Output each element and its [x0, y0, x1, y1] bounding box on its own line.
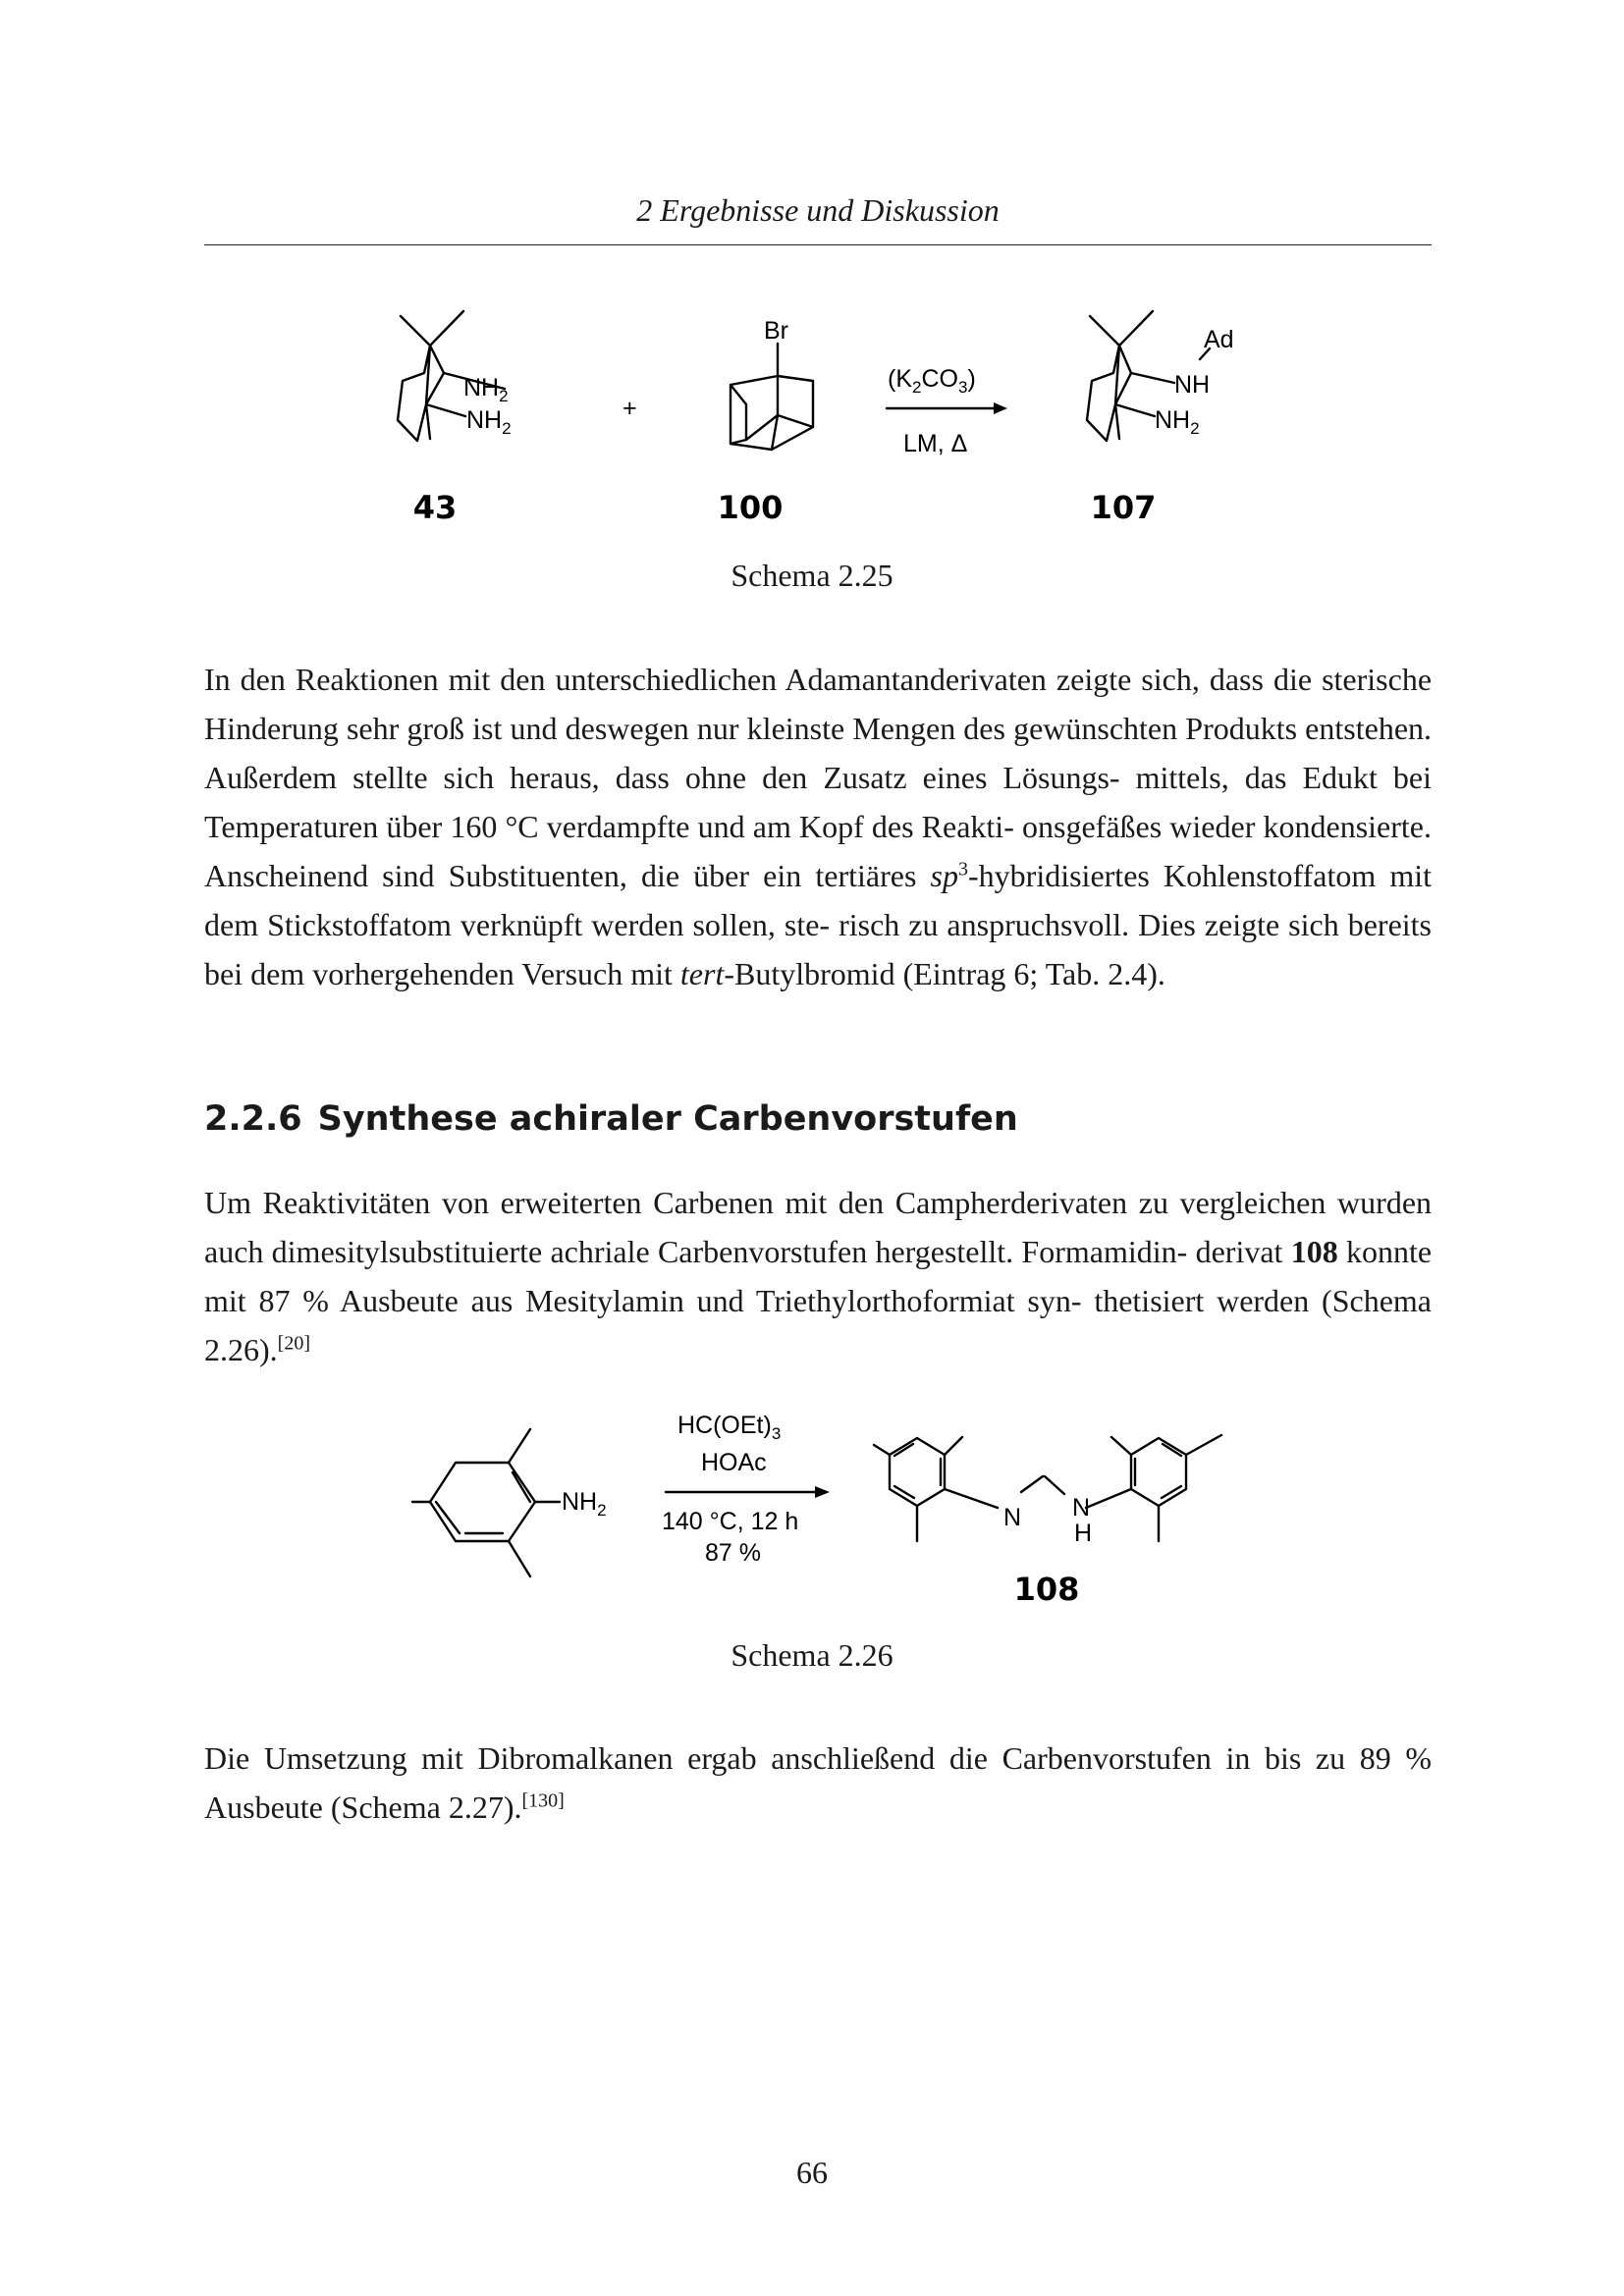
reagent-hoac: HOAc — [701, 1449, 767, 1476]
svg-text:NH2: $NH_2$ — [1155, 406, 1200, 438]
header-rule — [204, 244, 1432, 245]
citation-130: [130] — [521, 1789, 565, 1812]
scheme-caption-2-26: Schema 2.26 — [731, 1637, 893, 1673]
section-title-text: Synthese achiraler Carbenvorstufen — [317, 1099, 1018, 1139]
section-heading — [204, 1099, 1018, 1139]
plus-sign: + — [623, 395, 637, 422]
scheme-2-26-drawing — [0, 1394, 1624, 1629]
svg-text:NH2: $NH_2$ — [466, 406, 512, 438]
substituent-ad: Ad — [1204, 326, 1234, 353]
formamidine-bridge — [945, 1476, 1131, 1508]
substituent-br: Br — [764, 317, 788, 345]
mesitylamine-ring — [412, 1429, 560, 1576]
compound-label-108: 108 — [1013, 1571, 1080, 1608]
running-head: 2 Ergebnisse und Diskussion — [636, 192, 1000, 228]
reaction-arrow-2-26-head — [815, 1486, 830, 1498]
arrow-condition-below: LM, Δ — [903, 430, 968, 457]
product-nh: NH — [1174, 371, 1211, 399]
reaction-yield: 87 % — [705, 1539, 761, 1567]
atom-n-imine: N — [1003, 1504, 1022, 1531]
atom-h: H — [1074, 1520, 1093, 1547]
svg-text:HC(OEt)3: $HC(OEt)_3$ — [677, 1412, 782, 1443]
paragraph-adamantane: In den Reaktionen mit den unterschiedlichen Adamantanderivaten zeigte sich, dass die sterische Hinderung sehr groß ist und deswegen nur kleinste Mengen des gewünschten Produkts entstehen. Außerdem stellte sich heraus, dass ohne den Zusatz eines Lösungs- mittels, das Edukt bei Temperaturen über 160 °C verdampfte und am Kopf des Reakti- onsgefäßes wieder kondensierte. Anscheinend sind Substituenten, die über ein tertiäres $sp^3$-hybridisiertes Kohlenstoffatom mit dem Stickstoffatom verknüpft werden sollen, ste- risch zu anspruchsvoll. Dies zeigte sich bereits bei dem vorhergehenden Versuch mit tert-Butylbromid (Eintrag 6; Tab. 2.4). — [204, 662, 1433, 991]
adamantane-100 — [731, 344, 813, 450]
mesityl-ring-left — [874, 1437, 962, 1541]
svg-text:NH2: $NH_2$ — [562, 1488, 607, 1520]
compound-label-100: 100 — [717, 489, 784, 526]
citation-20: [20] — [277, 1332, 310, 1355]
atom-n-amine: N — [1072, 1494, 1091, 1522]
compound-label-43: 43 — [412, 489, 458, 526]
scheme-2-26 — [0, 1394, 1624, 1629]
arrow-reagent-above: $(K_2CO_3)$ — [888, 365, 976, 397]
reaction-arrow-2-25-head — [994, 402, 1007, 414]
mesityl-ring-right — [1111, 1435, 1221, 1541]
svg-text:NH2: $NH_2$ — [463, 374, 509, 405]
paragraph-carbene: Um Reaktivitäten von erweiterten Carbenen mit den Campherderivaten zu vergleichen wurden auch dimesitylsubstituierte achriale Carbenvorstufen hergestellt. Formamidin- derivat 108 konnte mit 87 % Ausbeute aus Mesitylamin und Triethylorthoformiat syn- thetisiert werden (Schema 2.26).[20] — [204, 1185, 1433, 1367]
compound-ref-108: 108 — [1290, 1234, 1338, 1269]
scheme-caption-2-25: Schema 2.25 — [731, 558, 893, 593]
section-number: 2.2.6 — [204, 1099, 302, 1139]
compound-label-107: 107 — [1090, 489, 1157, 526]
reaction-conditions: 140 °C, 12 h — [662, 1508, 799, 1535]
page-number: 66 — [796, 2155, 828, 2190]
paragraph-dibromalkane: Die Umsetzung mit Dibromalkanen ergab anschließend die Carbenvorstufen in bis zu 89 % Ausbeute (Schema 2.27).[130] — [204, 1740, 1433, 1825]
